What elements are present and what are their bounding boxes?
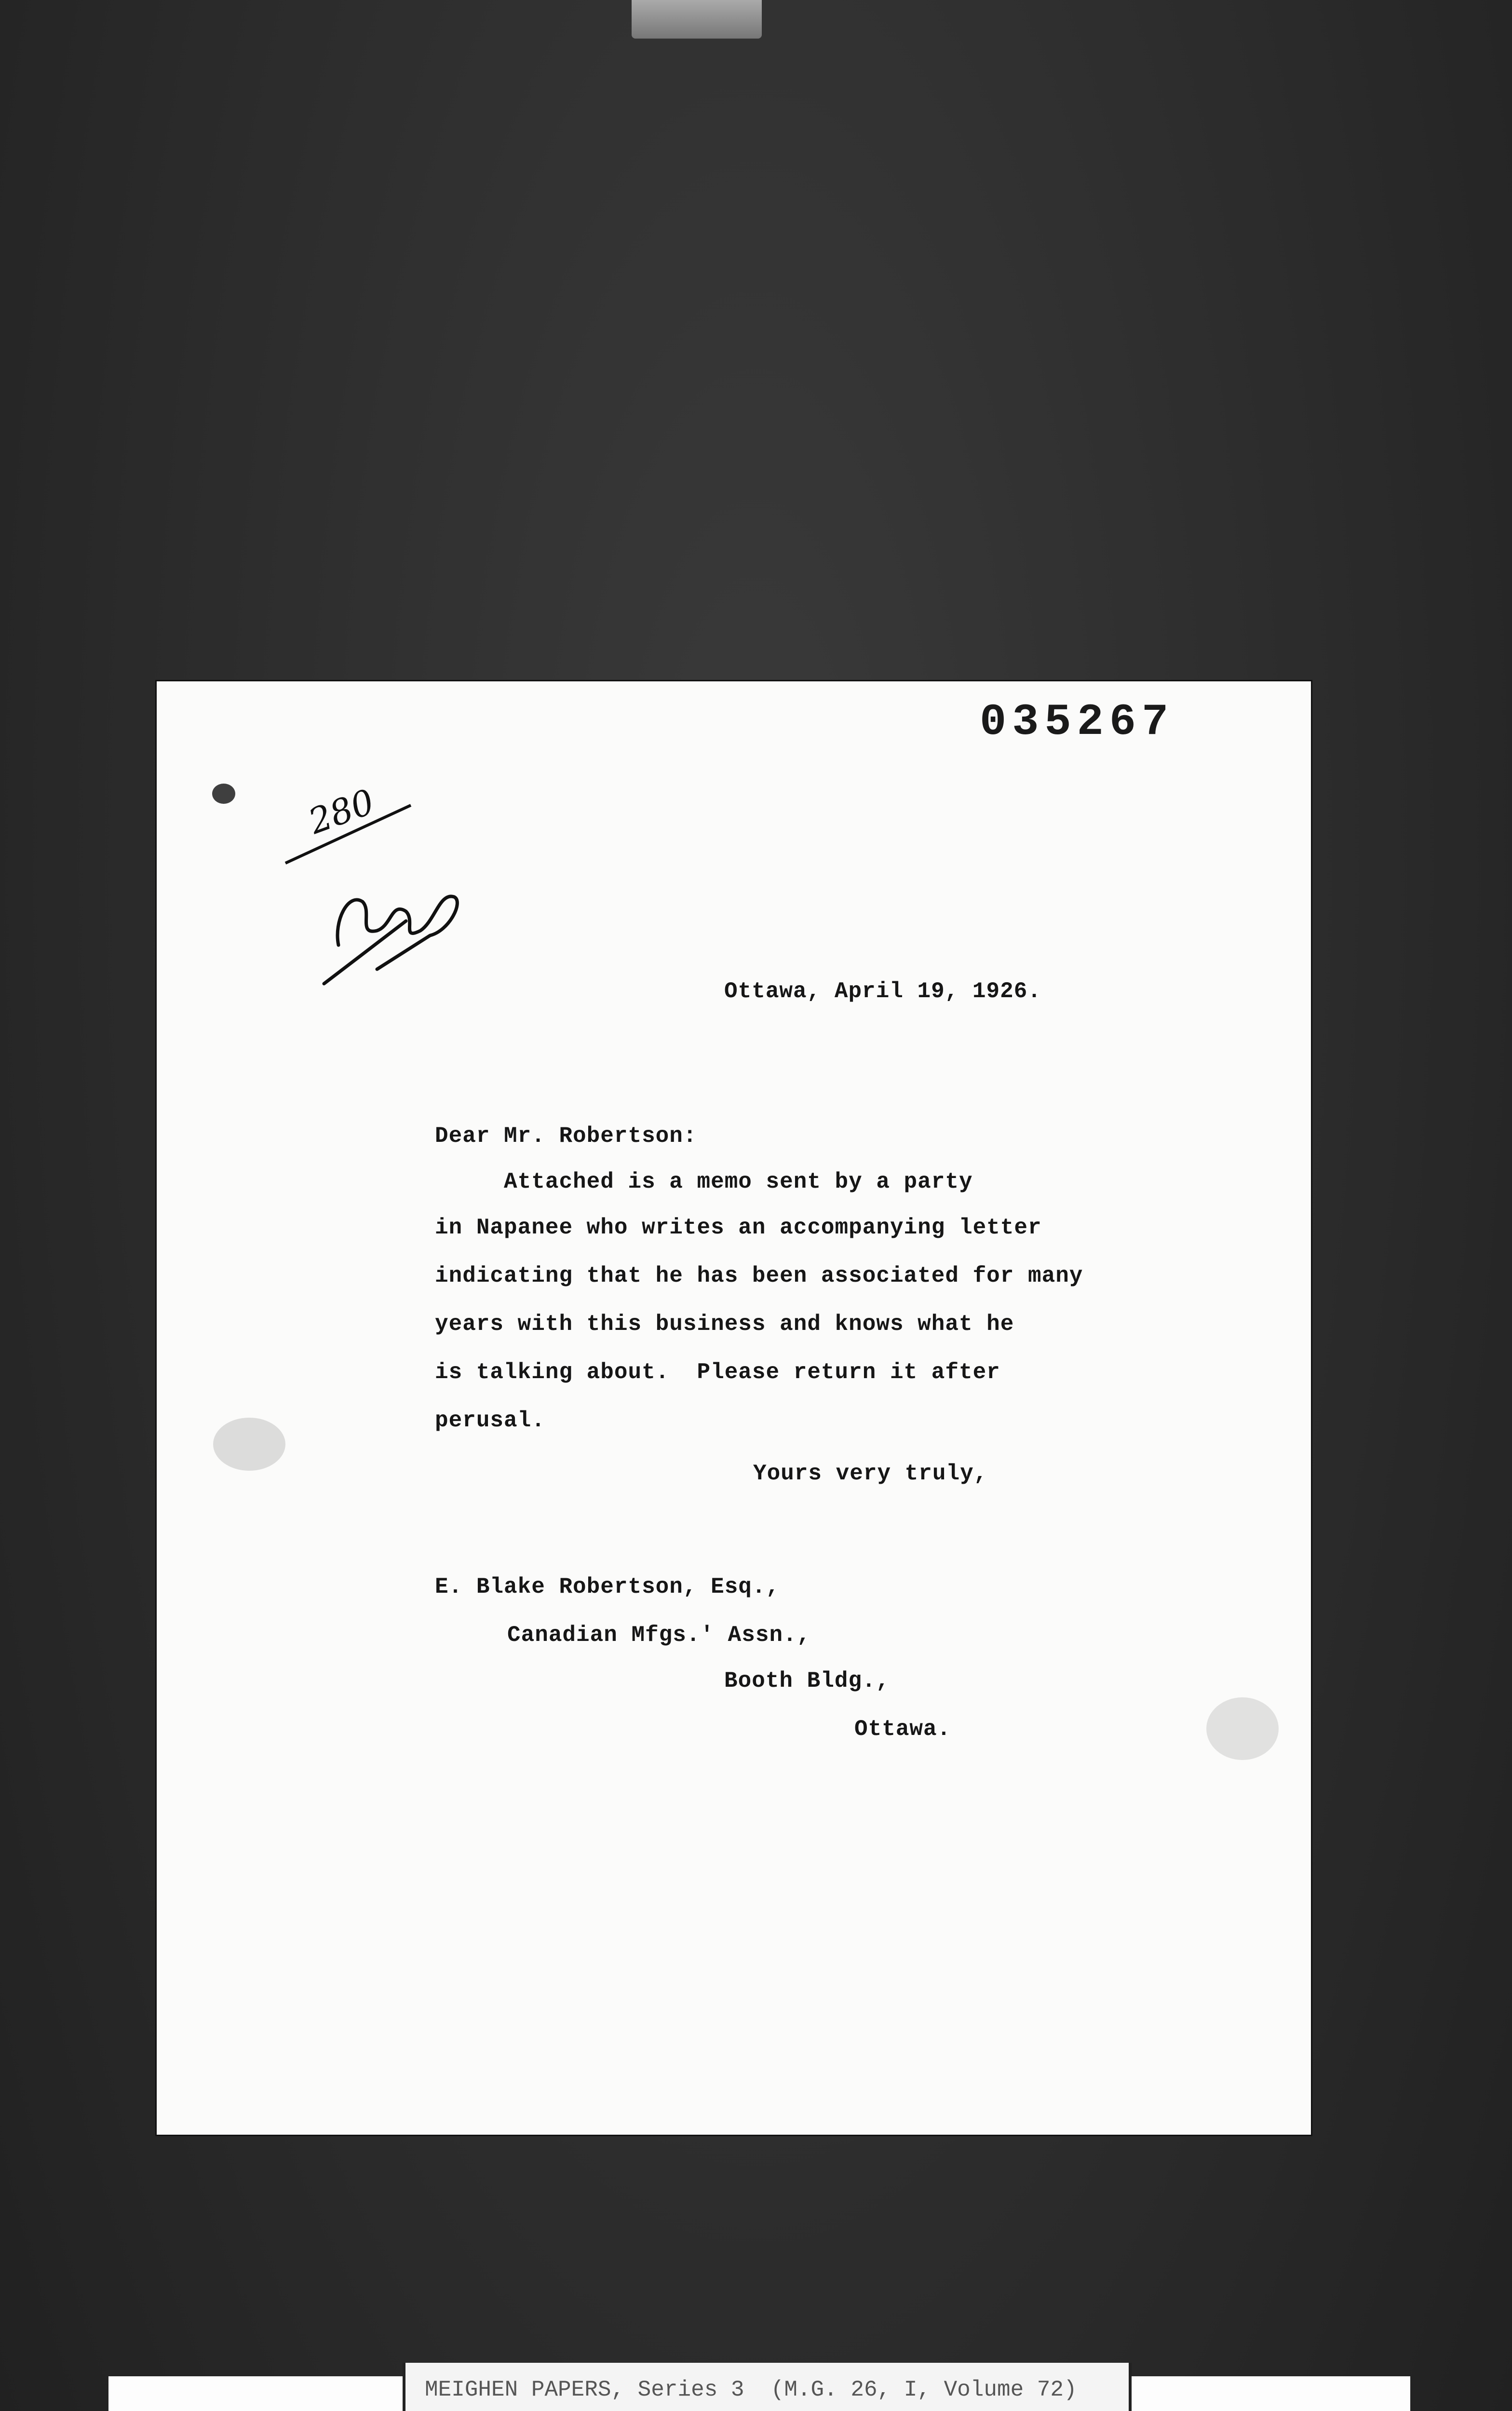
handwritten-annotation bbox=[281, 776, 483, 1027]
letter-page bbox=[155, 680, 1312, 2136]
letter-body-line: Attached is a memo sent by a party bbox=[435, 1169, 973, 1194]
recipient-building: Booth Bldg., bbox=[724, 1668, 890, 1693]
letter-body-line: is talking about. Please return it after bbox=[435, 1360, 1000, 1385]
ink-blot bbox=[212, 784, 235, 804]
letter-body-line: in Napanee who writes an accompanying letter bbox=[435, 1215, 1042, 1240]
document-number: 035267 bbox=[980, 697, 1174, 747]
letter-body-line: years with this business and knows what he bbox=[435, 1312, 1014, 1337]
recipient-city: Ottawa. bbox=[854, 1717, 951, 1742]
clip-tab bbox=[632, 0, 762, 39]
handwritten-number: 280 bbox=[303, 781, 379, 842]
series-label-text: MEIGHEN PAPERS, Series 3 (M.G. 26, I, Volume 72) bbox=[425, 2377, 1077, 2402]
letter-date: Ottawa, April 19, 1926. bbox=[724, 979, 1041, 1004]
smudge bbox=[1206, 1697, 1279, 1760]
handwritten-signature bbox=[324, 896, 457, 984]
smudge bbox=[213, 1418, 285, 1471]
letter-body-line: perusal. bbox=[435, 1408, 545, 1433]
recipient-name: E. Blake Robertson, Esq., bbox=[435, 1574, 780, 1599]
series-label-strip bbox=[403, 2363, 1132, 2411]
letter-salutation: Dear Mr. Robertson: bbox=[435, 1124, 697, 1149]
letter-closing: Yours very truly, bbox=[753, 1461, 988, 1486]
letter-body-line: indicating that he has been associated for many bbox=[435, 1263, 1083, 1288]
recipient-organization: Canadian Mfgs.' Assn., bbox=[507, 1623, 811, 1648]
